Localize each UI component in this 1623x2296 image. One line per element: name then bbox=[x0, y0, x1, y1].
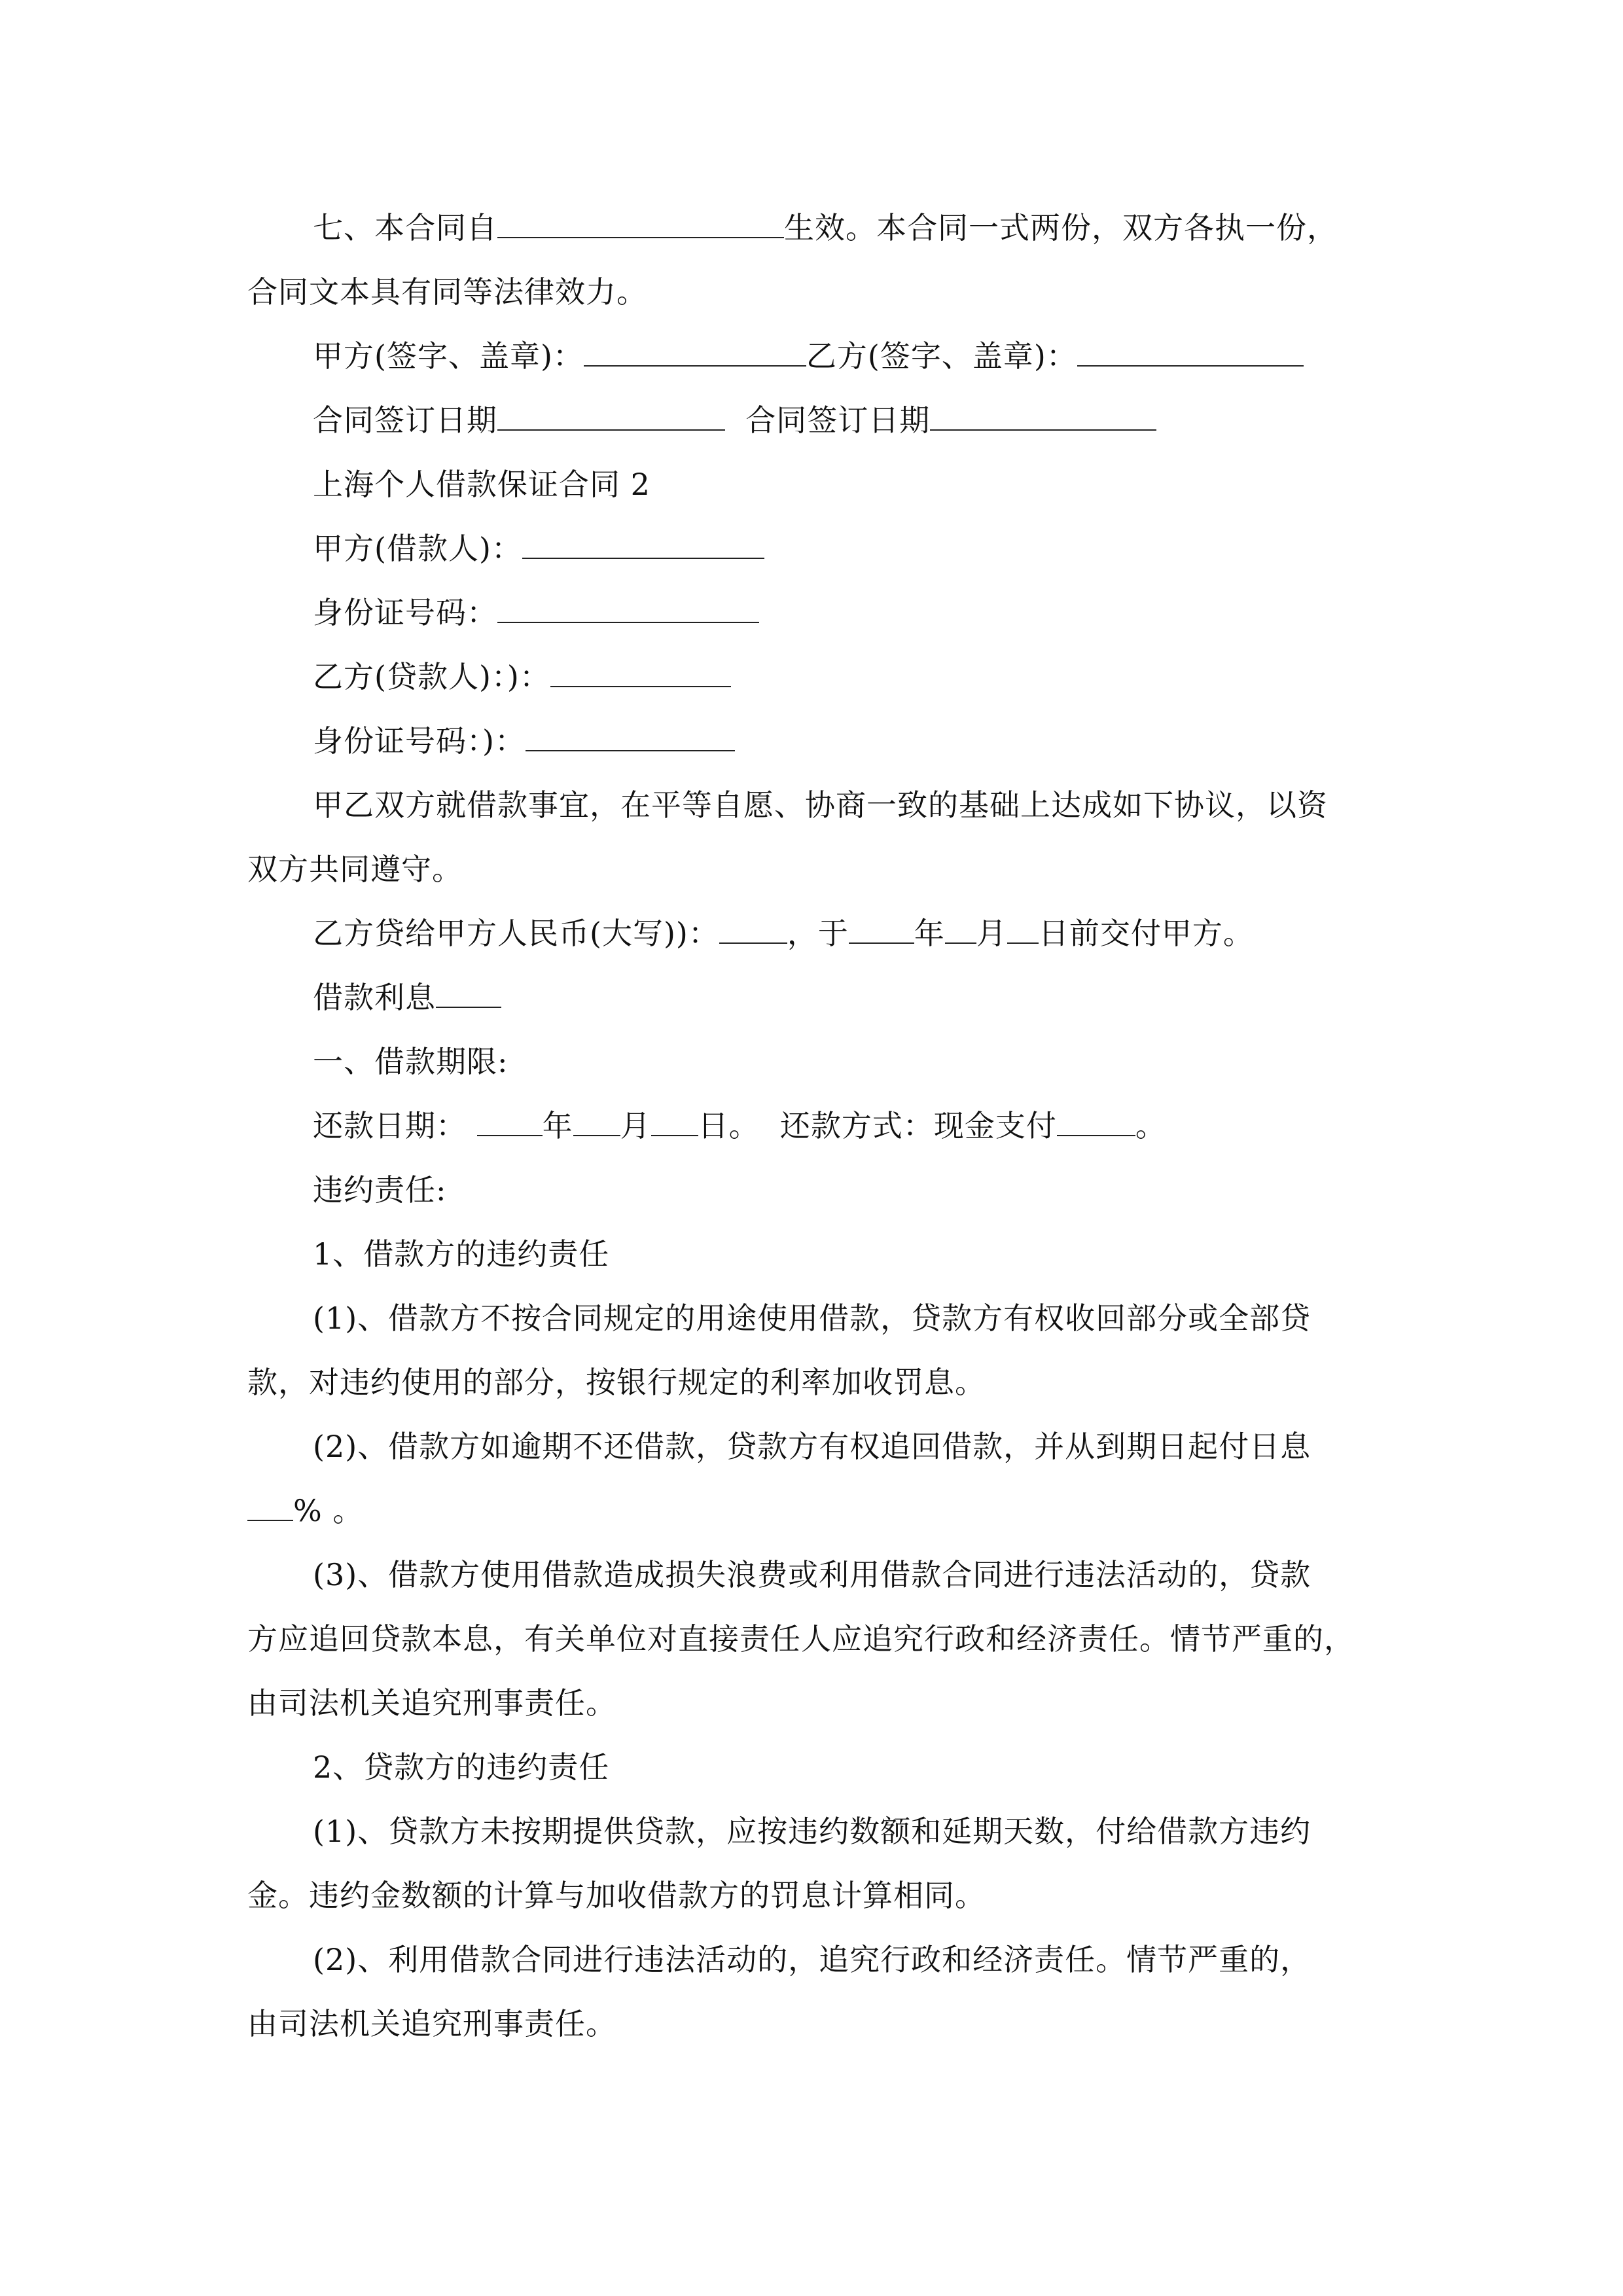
text: 2、贷款方的违约责任 bbox=[313, 1749, 610, 1785]
party-b-signature-label: 乙方(签字、盖章)： bbox=[806, 338, 1077, 374]
text: (2)、利用借款合同进行违法活动的，追究行政和经济责任。情节严重的， bbox=[313, 1942, 1311, 1977]
text: 金。违约金数额的计算与加收借款方的罚息计算相同。 bbox=[247, 1878, 986, 1913]
breach-1-3-line-3 bbox=[247, 1683, 616, 1723]
text: 一、借款期限: bbox=[313, 1044, 508, 1079]
contract-title bbox=[313, 465, 651, 504]
clause-7-line-2 bbox=[247, 272, 647, 312]
breach-1-2-line-1 bbox=[313, 1427, 1311, 1466]
repay-day-blank bbox=[651, 1106, 698, 1136]
text: (3)、借款方使用借款造成损失浪费或利用借款合同进行违法活动的，贷款 bbox=[313, 1557, 1311, 1592]
breach-2-2-line-2 bbox=[247, 2004, 616, 2043]
sign-date-blank bbox=[497, 401, 725, 431]
text: 由司法机关追究刑事责任。 bbox=[247, 1685, 616, 1721]
breach-1-2-line-2 bbox=[247, 1491, 363, 1530]
sign-date-label: 合同签订日期 bbox=[313, 403, 497, 438]
loan-amount-line bbox=[313, 914, 1254, 953]
text: (2)、借款方如逾期不还借款，贷款方有权追回借款，并从到期日起付日息 bbox=[313, 1429, 1311, 1464]
text: 由司法机关追究刑事责任。 bbox=[247, 2006, 616, 2041]
text: ，于 bbox=[787, 916, 849, 951]
lender-breach-heading bbox=[313, 1748, 609, 1787]
text: 借款利息 bbox=[313, 980, 436, 1015]
text: 日前交付甲方。 bbox=[1038, 916, 1254, 951]
lender-blank bbox=[550, 657, 731, 687]
agreement-line-2 bbox=[247, 850, 463, 889]
text: 日。 bbox=[698, 1108, 760, 1143]
text: 方应追回贷款本息，有关单位对直接责任人应追究行政和经济责任。情节严重的， bbox=[247, 1621, 1355, 1657]
lender-id-blank bbox=[526, 721, 735, 751]
breach-heading bbox=[313, 1170, 447, 1210]
signature-line bbox=[313, 336, 1304, 376]
text: 乙方(贷款人)：)： bbox=[313, 659, 550, 694]
month-blank bbox=[945, 914, 976, 944]
breach-1-1-line-2 bbox=[247, 1363, 986, 1402]
text: 乙方贷给甲方人民币(大写))： bbox=[313, 916, 719, 951]
breach-1-3-line-1 bbox=[313, 1555, 1311, 1594]
borrower-breach-heading bbox=[313, 1234, 609, 1274]
text: 甲方(借款人)： bbox=[313, 531, 522, 566]
text: 月 bbox=[976, 916, 1007, 951]
sign-date-line bbox=[313, 401, 1156, 440]
lender-line bbox=[313, 657, 731, 696]
borrower-line bbox=[313, 529, 764, 568]
breach-2-2-line-1 bbox=[313, 1940, 1311, 1979]
borrower-id-blank bbox=[497, 593, 759, 623]
interest-line bbox=[313, 978, 501, 1017]
text: 月 bbox=[620, 1108, 651, 1143]
text: 身份证号码：)： bbox=[313, 723, 526, 759]
clause-7-line-1 bbox=[313, 208, 1338, 247]
text: 双方共同遵守。 bbox=[247, 852, 463, 887]
text: 合同文本具有同等法律效力。 bbox=[247, 274, 647, 310]
year-blank bbox=[849, 914, 914, 944]
text: 年 bbox=[542, 1108, 573, 1143]
interest-blank bbox=[436, 978, 501, 1008]
party-b-signature-blank bbox=[1077, 336, 1304, 367]
text: 还款方式：现金支付 bbox=[779, 1108, 1057, 1143]
amount-blank bbox=[719, 914, 787, 944]
text: (1)、贷款方未按期提供贷款，应按违约数额和延期天数，付给借款方违约 bbox=[313, 1814, 1311, 1849]
sign-date-label: 合同签订日期 bbox=[745, 403, 931, 438]
daily-rate-blank bbox=[247, 1491, 293, 1521]
text: 还款日期： bbox=[313, 1108, 467, 1143]
text: 七、本合同自 bbox=[313, 210, 497, 245]
repay-month-blank bbox=[573, 1106, 620, 1136]
party-a-signature-blank bbox=[584, 336, 806, 367]
borrower-blank bbox=[522, 529, 764, 559]
text: % 。 bbox=[293, 1493, 364, 1528]
text: 。 bbox=[1135, 1108, 1166, 1143]
text: 生效。本合同一式两份，双方各执一份， bbox=[784, 210, 1338, 245]
term-heading bbox=[313, 1042, 508, 1081]
repayment-line bbox=[313, 1106, 1166, 1145]
borrower-id-line bbox=[313, 593, 759, 632]
text: 身份证号码： bbox=[313, 595, 497, 630]
payment-method-blank bbox=[1057, 1106, 1135, 1136]
text: 甲乙双方就借款事宜，在平等自愿、协商一致的基础上达成如下协议，以资 bbox=[313, 787, 1328, 823]
text: 违约责任: bbox=[313, 1172, 447, 1208]
breach-2-1-line-2 bbox=[247, 1876, 986, 1915]
text: (1)、借款方不按合同规定的用途使用借款，贷款方有权收回部分或全部贷 bbox=[313, 1300, 1311, 1336]
text: 上海个人借款保证合同 2 bbox=[313, 467, 651, 502]
text: 年 bbox=[914, 916, 945, 951]
breach-1-1-line-1 bbox=[313, 1299, 1311, 1338]
repay-year-blank bbox=[477, 1106, 543, 1136]
agreement-line-1 bbox=[313, 785, 1328, 825]
breach-1-3-line-2 bbox=[247, 1619, 1355, 1659]
effective-date-blank bbox=[497, 208, 784, 238]
text: 款，对违约使用的部分，按银行规定的利率加收罚息。 bbox=[247, 1365, 986, 1400]
sign-date-blank bbox=[930, 401, 1156, 431]
text: 1、借款方的违约责任 bbox=[313, 1236, 610, 1272]
party-a-signature-label: 甲方(签字、盖章)： bbox=[313, 338, 584, 374]
day-blank bbox=[1007, 914, 1039, 944]
lender-id-line bbox=[313, 721, 735, 761]
breach-2-1-line-1 bbox=[313, 1812, 1311, 1851]
